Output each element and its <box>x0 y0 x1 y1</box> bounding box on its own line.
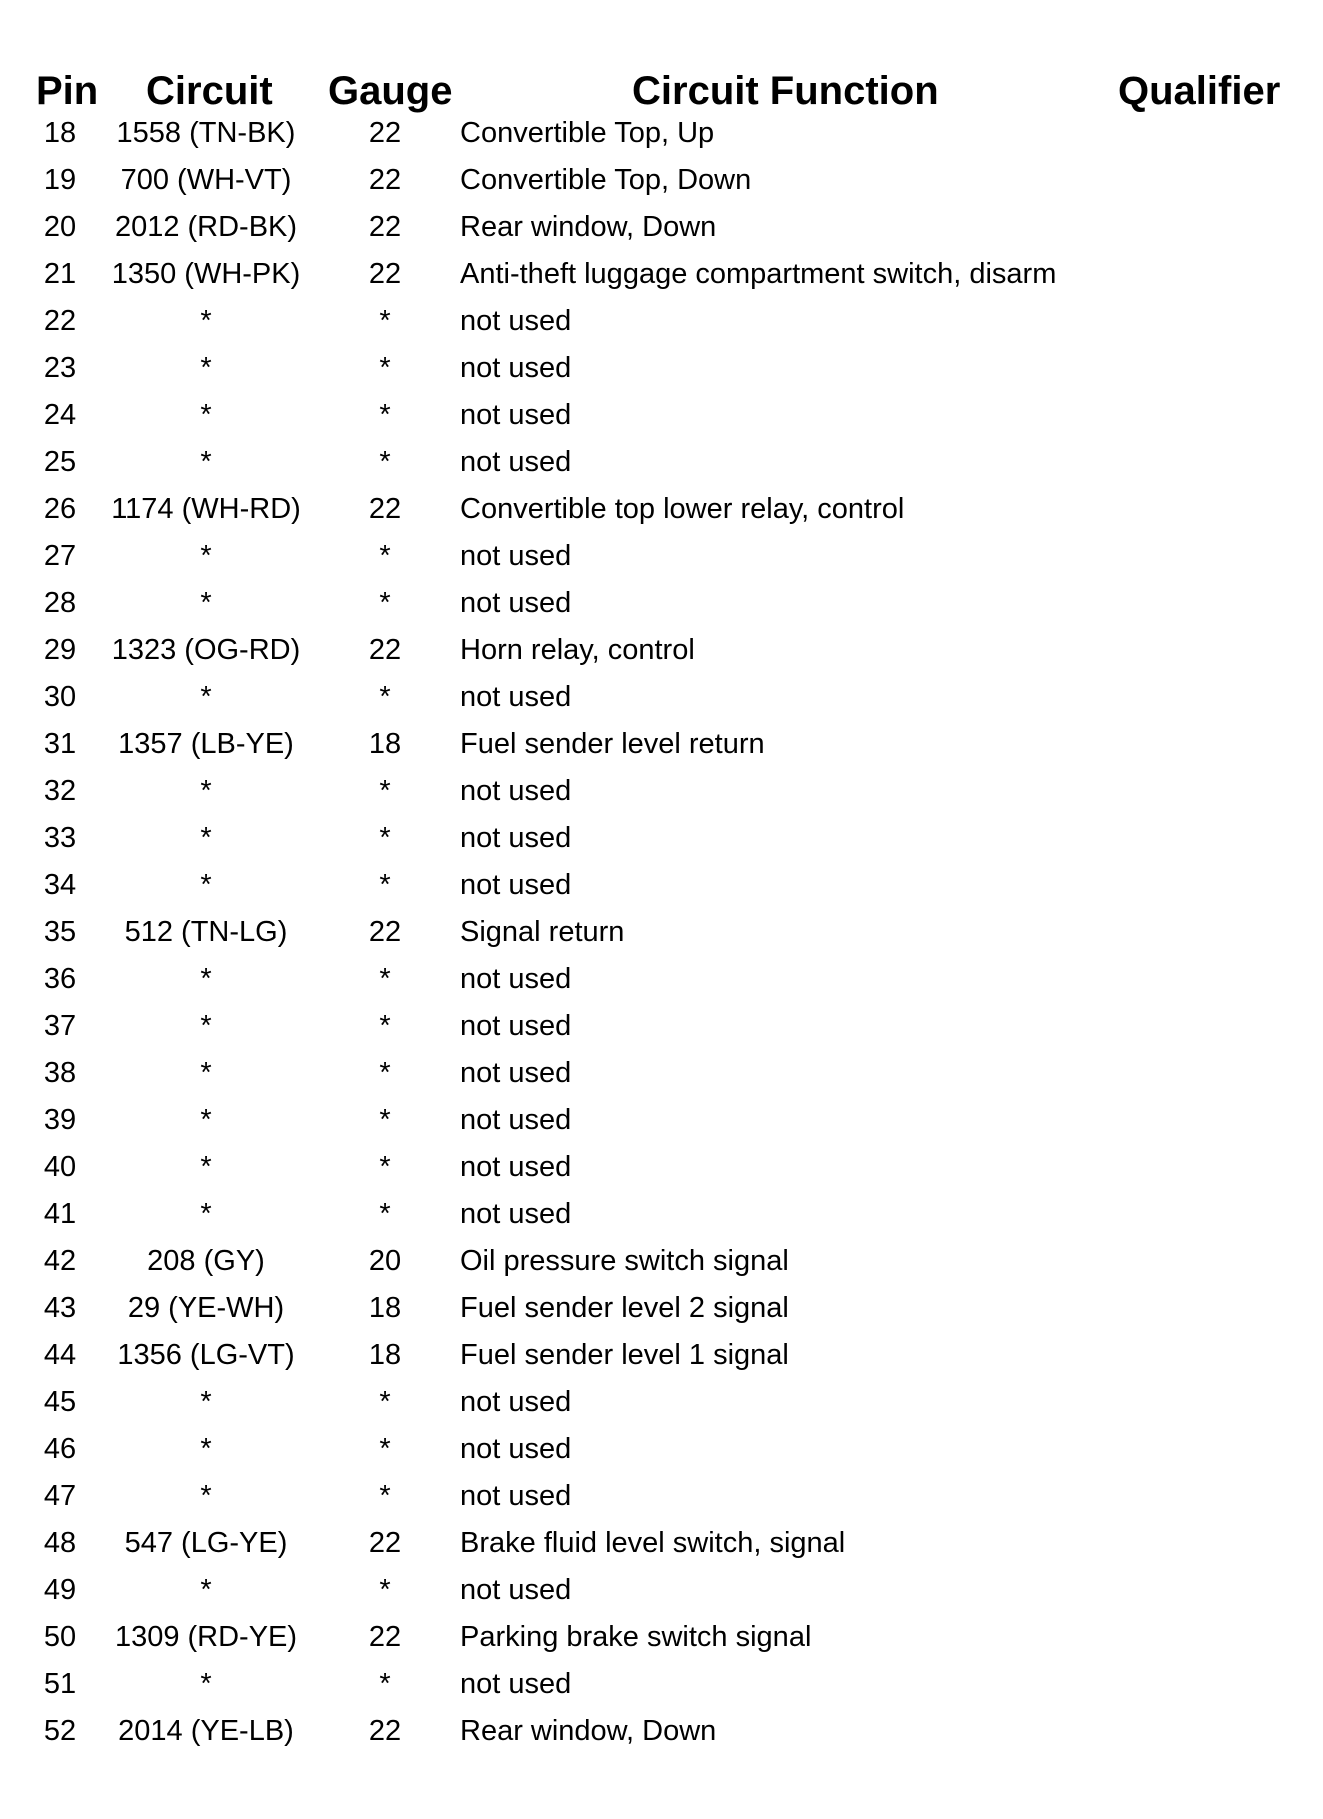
cell-qualifier <box>1118 486 1298 533</box>
cell-circuit-function: not used <box>460 822 572 854</box>
cell-pin: 20 <box>43 211 77 243</box>
cell-circuit-function: Parking brake switch signal <box>460 1621 812 1653</box>
cell-circuit-function: Rear window, Down <box>460 1715 717 1747</box>
cell-circuit: * <box>200 1151 212 1183</box>
table-row <box>0 1003 1323 1050</box>
cell-circuit: 2012 (RD-BK) <box>114 211 298 243</box>
cell-gauge: 22 <box>368 164 402 196</box>
header-circuit: Circuit <box>146 69 273 113</box>
cell-gauge: 22 <box>368 258 402 290</box>
cell-pin: 30 <box>43 681 77 713</box>
cell-qualifier <box>1118 439 1298 486</box>
cell-pin: 22 <box>43 305 77 337</box>
table-row <box>0 1191 1323 1238</box>
cell-circuit-function: Convertible Top, Up <box>460 117 715 149</box>
cell-pin: 28 <box>43 587 77 619</box>
cell-gauge: * <box>379 1010 391 1042</box>
cell-pin: 19 <box>43 164 77 196</box>
cell-pin: 52 <box>43 1715 77 1747</box>
table-row <box>0 1238 1323 1285</box>
table-row <box>0 815 1323 862</box>
cell-pin: 49 <box>43 1574 77 1606</box>
cell-circuit: * <box>200 963 212 995</box>
cell-qualifier <box>1118 204 1298 251</box>
cell-pin: 27 <box>43 540 77 572</box>
table-body <box>0 110 1323 1755</box>
cell-circuit: 1357 (LB-YE) <box>118 728 294 760</box>
cell-circuit-function: not used <box>460 1574 572 1606</box>
cell-gauge: 22 <box>368 634 402 666</box>
cell-circuit: * <box>200 352 212 384</box>
cell-qualifier <box>1118 1050 1298 1097</box>
cell-qualifier <box>1118 674 1298 721</box>
cell-gauge: 22 <box>368 1527 402 1559</box>
cell-qualifier <box>1118 298 1298 345</box>
cell-gauge: 22 <box>368 211 402 243</box>
cell-pin: 33 <box>43 822 77 854</box>
cell-circuit: * <box>200 1104 212 1136</box>
cell-qualifier <box>1118 392 1298 439</box>
cell-circuit: 1558 (TN-BK) <box>116 117 296 149</box>
cell-pin: 44 <box>43 1339 77 1371</box>
table-row <box>0 392 1323 439</box>
table-row <box>0 627 1323 674</box>
table-row <box>0 909 1323 956</box>
table-row <box>0 1050 1323 1097</box>
table-row <box>0 862 1323 909</box>
cell-circuit-function: not used <box>460 540 572 572</box>
cell-qualifier <box>1118 1426 1298 1473</box>
cell-qualifier <box>1118 580 1298 627</box>
cell-circuit-function: Signal return <box>460 916 625 948</box>
cell-gauge: * <box>379 1433 391 1465</box>
cell-circuit: * <box>200 540 212 572</box>
header-pin: Pin <box>36 69 99 113</box>
cell-qualifier <box>1118 1567 1298 1614</box>
cell-pin: 42 <box>43 1245 77 1277</box>
cell-gauge: * <box>379 1386 391 1418</box>
cell-pin: 36 <box>43 963 77 995</box>
cell-circuit-function: not used <box>460 352 572 384</box>
cell-circuit: * <box>200 681 212 713</box>
cell-gauge: * <box>379 822 391 854</box>
cell-circuit-function: not used <box>460 1010 572 1042</box>
cell-circuit: 1356 (LG-VT) <box>117 1339 295 1371</box>
table-row <box>0 1708 1323 1755</box>
cell-circuit-function: Convertible top lower relay, control <box>460 493 905 525</box>
table-row <box>0 674 1323 721</box>
cell-qualifier <box>1118 345 1298 392</box>
cell-circuit-function: not used <box>460 1433 572 1465</box>
cell-gauge: * <box>379 1480 391 1512</box>
cell-gauge: 18 <box>368 1339 402 1371</box>
cell-qualifier <box>1118 862 1298 909</box>
cell-pin: 23 <box>43 352 77 384</box>
cell-circuit: * <box>200 1010 212 1042</box>
table-row <box>0 1661 1323 1708</box>
cell-pin: 37 <box>43 1010 77 1042</box>
table-row <box>0 1520 1323 1567</box>
table-row <box>0 439 1323 486</box>
cell-qualifier <box>1118 110 1298 157</box>
cell-gauge: * <box>379 681 391 713</box>
cell-qualifier <box>1118 627 1298 674</box>
table-row <box>0 1426 1323 1473</box>
cell-circuit: * <box>200 775 212 807</box>
cell-qualifier <box>1118 815 1298 862</box>
cell-circuit: 512 (TN-LG) <box>124 916 288 948</box>
cell-qualifier <box>1118 1661 1298 1708</box>
cell-circuit: 1174 (WH-RD) <box>111 493 301 525</box>
cell-circuit-function: not used <box>460 681 572 713</box>
cell-circuit: * <box>200 1198 212 1230</box>
cell-gauge: 22 <box>368 493 402 525</box>
cell-gauge: * <box>379 305 391 337</box>
header-qualifier: Qualifier <box>1118 69 1281 113</box>
cell-circuit: 1309 (RD-YE) <box>114 1621 298 1653</box>
table-row <box>0 1144 1323 1191</box>
cell-pin: 39 <box>43 1104 77 1136</box>
cell-qualifier <box>1118 533 1298 580</box>
cell-gauge: * <box>379 1151 391 1183</box>
cell-circuit-function: not used <box>460 1057 572 1089</box>
cell-pin: 24 <box>43 399 77 431</box>
cell-gauge: * <box>379 1574 391 1606</box>
cell-circuit-function: Anti-theft luggage compartment switch, disarm <box>460 258 1057 290</box>
cell-circuit-function: not used <box>460 869 572 901</box>
table-row <box>0 1567 1323 1614</box>
cell-circuit: * <box>200 305 212 337</box>
cell-pin: 41 <box>43 1198 77 1230</box>
cell-qualifier <box>1118 721 1298 768</box>
table-row <box>0 768 1323 815</box>
cell-qualifier <box>1118 956 1298 1003</box>
cell-gauge: 18 <box>368 728 402 760</box>
cell-pin: 45 <box>43 1386 77 1418</box>
cell-circuit: * <box>200 1057 212 1089</box>
cell-pin: 18 <box>43 117 77 149</box>
cell-qualifier <box>1118 1379 1298 1426</box>
table-row <box>0 345 1323 392</box>
cell-circuit: * <box>200 869 212 901</box>
table-row <box>0 1285 1323 1332</box>
table-row <box>0 1614 1323 1661</box>
table-row <box>0 533 1323 580</box>
cell-qualifier <box>1118 1191 1298 1238</box>
table-row <box>0 298 1323 345</box>
cell-gauge: * <box>379 446 391 478</box>
cell-qualifier <box>1118 909 1298 956</box>
header-gauge: Gauge <box>328 69 453 113</box>
cell-circuit: * <box>200 822 212 854</box>
header-circuit-function: Circuit Function <box>632 69 939 113</box>
table-row <box>0 110 1323 157</box>
cell-qualifier <box>1118 1614 1298 1661</box>
cell-gauge: 22 <box>368 117 402 149</box>
cell-pin: 32 <box>43 775 77 807</box>
cell-qualifier <box>1118 1238 1298 1285</box>
cell-qualifier <box>1118 1285 1298 1332</box>
cell-gauge: * <box>379 1104 391 1136</box>
table-row <box>0 580 1323 627</box>
cell-circuit: 700 (WH-VT) <box>120 164 292 196</box>
cell-circuit: * <box>200 446 212 478</box>
cell-qualifier <box>1118 1520 1298 1567</box>
cell-gauge: 18 <box>368 1292 402 1324</box>
cell-pin: 48 <box>43 1527 77 1559</box>
table-row <box>0 1332 1323 1379</box>
cell-circuit-function: not used <box>460 446 572 478</box>
cell-circuit: * <box>200 1433 212 1465</box>
cell-qualifier <box>1118 1708 1298 1755</box>
cell-pin: 46 <box>43 1433 77 1465</box>
cell-circuit-function: Convertible Top, Down <box>460 164 752 196</box>
cell-gauge: * <box>379 540 391 572</box>
cell-gauge: 20 <box>368 1245 402 1277</box>
cell-qualifier <box>1118 1003 1298 1050</box>
cell-circuit: * <box>200 1668 212 1700</box>
cell-pin: 38 <box>43 1057 77 1089</box>
cell-circuit-function: not used <box>460 1104 572 1136</box>
cell-circuit: * <box>200 587 212 619</box>
cell-circuit-function: not used <box>460 1386 572 1418</box>
cell-gauge: * <box>379 1668 391 1700</box>
cell-circuit-function: not used <box>460 1668 572 1700</box>
cell-pin: 26 <box>43 493 77 525</box>
table-header <box>0 66 1323 116</box>
cell-circuit-function: not used <box>460 1198 572 1230</box>
cell-qualifier <box>1118 1097 1298 1144</box>
cell-pin: 50 <box>43 1621 77 1653</box>
cell-pin: 47 <box>43 1480 77 1512</box>
cell-circuit: * <box>200 1386 212 1418</box>
cell-qualifier <box>1118 1332 1298 1379</box>
cell-gauge: * <box>379 1198 391 1230</box>
cell-circuit-function: not used <box>460 1151 572 1183</box>
cell-circuit: 208 (GY) <box>147 1245 265 1277</box>
cell-pin: 35 <box>43 916 77 948</box>
cell-circuit: 1350 (WH-PK) <box>111 258 301 290</box>
cell-qualifier <box>1118 1144 1298 1191</box>
cell-circuit: 29 (YE-WH) <box>127 1292 285 1324</box>
cell-pin: 40 <box>43 1151 77 1183</box>
cell-gauge: * <box>379 963 391 995</box>
cell-pin: 21 <box>43 258 77 290</box>
cell-circuit: 1323 (OG-RD) <box>111 634 301 666</box>
cell-circuit-function: not used <box>460 305 572 337</box>
table-row <box>0 251 1323 298</box>
cell-circuit-function: Oil pressure switch signal <box>460 1245 789 1277</box>
cell-pin: 25 <box>43 446 77 478</box>
cell-pin: 43 <box>43 1292 77 1324</box>
cell-circuit: * <box>200 1574 212 1606</box>
cell-circuit-function: not used <box>460 1480 572 1512</box>
cell-gauge: * <box>379 1057 391 1089</box>
cell-pin: 31 <box>43 728 77 760</box>
cell-circuit-function: not used <box>460 399 572 431</box>
cell-gauge: * <box>379 399 391 431</box>
table-row <box>0 1473 1323 1520</box>
cell-circuit-function: Fuel sender level 2 signal <box>460 1292 789 1324</box>
cell-qualifier <box>1118 768 1298 815</box>
cell-circuit-function: Horn relay, control <box>460 634 695 666</box>
table-row <box>0 1379 1323 1426</box>
table-row <box>0 486 1323 533</box>
cell-qualifier <box>1118 157 1298 204</box>
cell-gauge: * <box>379 352 391 384</box>
cell-gauge: * <box>379 775 391 807</box>
table-row <box>0 157 1323 204</box>
table-row <box>0 204 1323 251</box>
cell-qualifier <box>1118 1473 1298 1520</box>
cell-gauge: * <box>379 869 391 901</box>
table-row <box>0 721 1323 768</box>
cell-circuit: * <box>200 1480 212 1512</box>
cell-qualifier <box>1118 251 1298 298</box>
cell-gauge: 22 <box>368 916 402 948</box>
table-row <box>0 956 1323 1003</box>
cell-gauge: * <box>379 587 391 619</box>
cell-gauge: 22 <box>368 1715 402 1747</box>
cell-circuit-function: not used <box>460 963 572 995</box>
cell-circuit-function: not used <box>460 775 572 807</box>
cell-pin: 34 <box>43 869 77 901</box>
cell-circuit: 547 (LG-YE) <box>124 1527 288 1559</box>
cell-circuit-function: not used <box>460 587 572 619</box>
cell-circuit-function: Fuel sender level 1 signal <box>460 1339 789 1371</box>
cell-pin: 29 <box>43 634 77 666</box>
table-row <box>0 1097 1323 1144</box>
cell-gauge: 22 <box>368 1621 402 1653</box>
cell-circuit-function: Rear window, Down <box>460 211 717 243</box>
cell-circuit: 2014 (YE-LB) <box>118 1715 294 1747</box>
cell-circuit-function: Fuel sender level return <box>460 728 765 760</box>
cell-pin: 51 <box>43 1668 77 1700</box>
cell-circuit: * <box>200 399 212 431</box>
cell-circuit-function: Brake fluid level switch, signal <box>460 1527 846 1559</box>
